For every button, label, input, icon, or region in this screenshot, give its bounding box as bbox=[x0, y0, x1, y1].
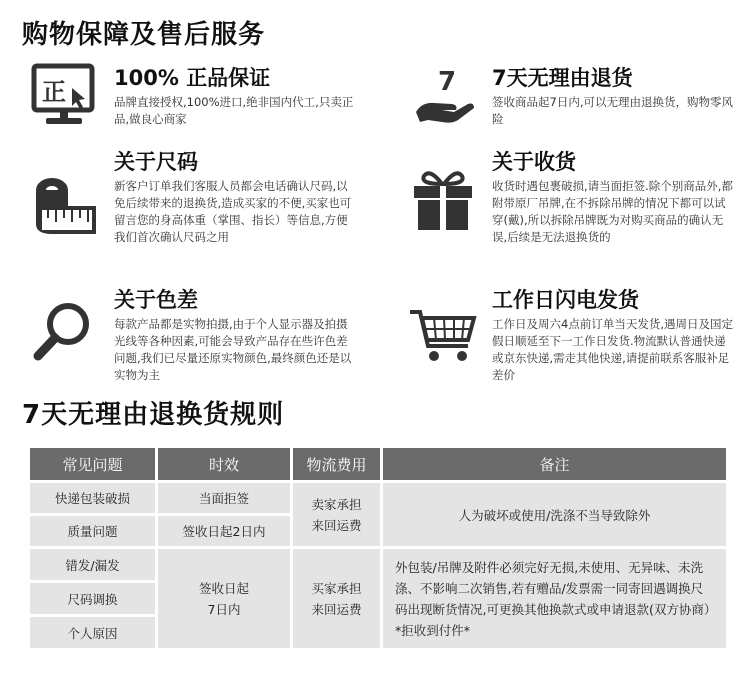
table-cell-problem: 快递包装破损 bbox=[30, 483, 155, 513]
feature-desc: 新客户订单我们客服人员都会电话确认尺码,以免后续带来的退换货,造成买家的不便,买家也可留言您的身高体重（掌围、指长）等信息,方便我们首次确认尺码之用 bbox=[114, 179, 352, 244]
svg-text:7: 7 bbox=[438, 67, 457, 97]
section-title-service: 购物保障及售后服务 bbox=[22, 20, 266, 50]
table-cell-time: 签收日起 7日内 bbox=[158, 549, 290, 648]
table-cell-shipping: 卖家承担 来回运费 bbox=[293, 483, 380, 546]
section-title-return-rules: 7天无理由退换货规则 bbox=[22, 400, 285, 430]
hand-seven-icon bbox=[408, 62, 478, 132]
table-cell-note: 人为破坏或使用/洗涤不当导致除外 bbox=[383, 483, 726, 546]
table-cell-time: 签收日起2日内 bbox=[158, 516, 290, 546]
feature-title: 关于收货 bbox=[492, 150, 576, 174]
feature-title: 关于尺码 bbox=[114, 150, 198, 174]
table-cell-problem: 错发/漏发 bbox=[30, 549, 155, 580]
table-cell-problem: 尺码调换 bbox=[30, 583, 155, 614]
feature-title: 关于色差 bbox=[114, 288, 198, 312]
feature-desc: 签收商品起7日内,可以无理由退换货，购物零风险 bbox=[492, 95, 733, 126]
table-cell-shipping: 买家承担 来回运费 bbox=[293, 549, 380, 648]
table-header: 常见问题 bbox=[30, 448, 155, 480]
feature-desc: 工作日及周六4点前订单当天发货,遇周日及国定假日顺延至下一工作日发货.物流默认普通快递或京东快递,需走其他快递,请提前联系客服补足差价 bbox=[492, 317, 733, 382]
feature-desc: 收货时遇包裹破损,请当面拒签.除个别商品外,都附带原厂吊牌,在不拆除吊牌的情况下都可以试穿(戴),所以拆除吊牌既为对购买商品的确认无误,后续是无法退换货的 bbox=[492, 179, 733, 244]
feature-title: 工作日闪电发货 bbox=[492, 288, 639, 312]
tape-measure-icon bbox=[30, 170, 100, 240]
genuine-monitor-icon bbox=[30, 62, 100, 132]
table-cell-problem: 个人原因 bbox=[30, 617, 155, 648]
shopping-cart-icon bbox=[408, 302, 478, 372]
feature-desc: 每款产品都是实物拍摄,由于个人显示器及拍摄光线等各种因素,可能会导致产品存在些许色差问题,我们已尽量还原实物颜色,最终颜色还是以实物为主 bbox=[114, 317, 352, 382]
table-cell-note: 外包装/吊牌及附件必须完好无损,未使用、无异味、未洗涤、不影响二次销售,若有赠品/发票需一同寄回遇调换尺码出现断货情况,可更换其他换款式或申请退款(双方协商）*拒收到付件* bbox=[383, 549, 726, 648]
table-header: 备注 bbox=[383, 448, 726, 480]
table-cell-time: 当面拒签 bbox=[158, 483, 290, 513]
feature-desc: 品牌直接授权,100%进口,绝非国内代工,只卖正品,做良心商家 bbox=[114, 95, 354, 126]
svg-text:正: 正 bbox=[42, 78, 66, 106]
gift-box-icon bbox=[408, 168, 478, 238]
table-header: 物流费用 bbox=[293, 448, 380, 480]
magnifier-icon bbox=[30, 298, 100, 368]
feature-title: 100% 正品保证 bbox=[114, 66, 271, 90]
table-cell-problem: 质量问题 bbox=[30, 516, 155, 546]
table-header: 时效 bbox=[158, 448, 290, 480]
feature-title: 7天无理由退货 bbox=[492, 66, 633, 90]
